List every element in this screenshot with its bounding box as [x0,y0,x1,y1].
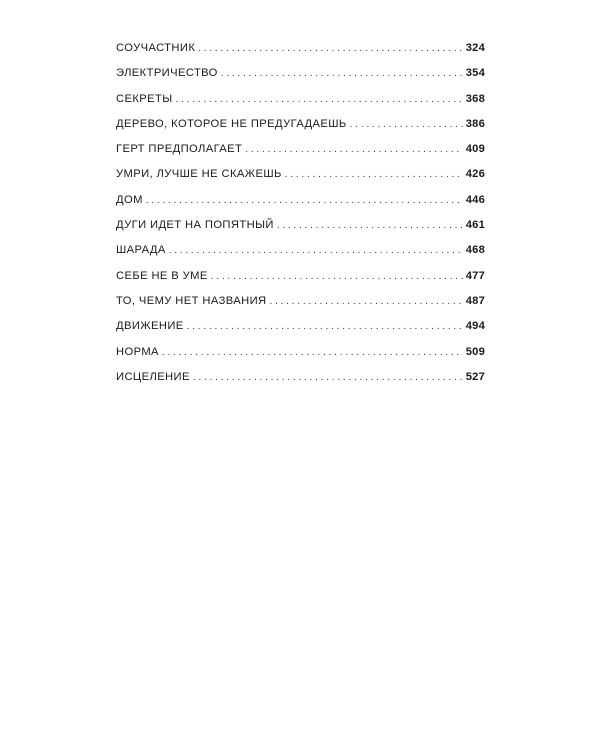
toc-entry [116,168,485,193]
toc-entry-title: СОУЧАСТНИК [116,42,196,54]
toc-entry-page: 477 [465,269,485,282]
toc-entry-page: 494 [465,320,485,333]
toc-entry-page: 468 [465,244,485,257]
toc-dot-leader [270,296,463,307]
toc-dot-leader [277,220,463,231]
toc-dot-leader [350,119,463,130]
toc-entry [116,371,485,396]
toc-dot-leader [198,43,462,54]
toc-dot-leader [221,68,463,79]
toc-entry [116,67,485,92]
toc-dot-leader [162,347,463,358]
toc-entry-page: 354 [465,67,485,80]
toc-entry-page: 446 [465,193,485,206]
toc-entry-page: 368 [465,92,485,105]
toc-entry [116,295,485,320]
toc-entry-title: ШАРАДА [116,244,166,257]
toc-entry-title: ЭЛЕКТРИЧЕСТВО [116,67,218,80]
toc-entry-title: ДЕРЕВО, КОТОРОЕ НЕ ПРЕДУГАДАЕШЬ [116,117,347,130]
toc-entry-title: ДОМ [116,193,143,206]
toc-entry-title: ГЕРТ ПРЕДПОЛАГАЕТ [116,143,243,156]
toc-entry-page: 386 [465,117,485,130]
toc-dot-leader [176,94,463,105]
toc-entry-page: 426 [465,168,485,181]
table-of-contents [116,42,485,396]
toc-entry-title: УМРИ, ЛУЧШЕ НЕ СКАЖЕШЬ [116,168,282,181]
toc-entry [116,143,485,168]
toc-entry-title: ДВИЖЕНИЕ [116,320,184,333]
toc-entry [116,42,485,67]
toc-dot-leader [245,144,462,155]
toc-entry-page: 409 [465,143,485,156]
toc-entry-page: 527 [465,370,485,383]
toc-dot-leader [187,321,463,332]
toc-entry-page: 324 [465,42,485,54]
toc-entry-page: 487 [465,294,485,307]
toc-entry-title: СЕБЕ НЕ В УМЕ [116,269,208,282]
toc-entry-title: ИСЦЕЛЕНИЕ [116,370,190,383]
toc-entry [116,244,485,269]
toc-entry-title: ДУГИ ИДЕТ НА ПОПЯТНЫЙ [116,219,274,232]
toc-dot-leader [193,372,463,383]
toc-dot-leader [169,245,463,256]
toc-dot-leader [211,271,463,282]
toc-entry-title: ТО, ЧЕМУ НЕТ НАЗВАНИЯ [116,294,267,307]
toc-entry [116,320,485,345]
toc-entry [116,219,485,244]
toc-entry-title: СЕКРЕТЫ [116,92,173,105]
toc-entry [116,118,485,143]
toc-entry [116,93,485,118]
toc-entry-page: 461 [465,219,485,232]
toc-dot-leader [146,195,463,206]
toc-entry [116,270,485,295]
toc-entry [116,194,485,219]
toc-entry-page: 509 [465,345,485,358]
toc-dot-leader [285,169,463,180]
toc-entry-title: НОРМА [116,345,159,358]
toc-entry [116,346,485,371]
